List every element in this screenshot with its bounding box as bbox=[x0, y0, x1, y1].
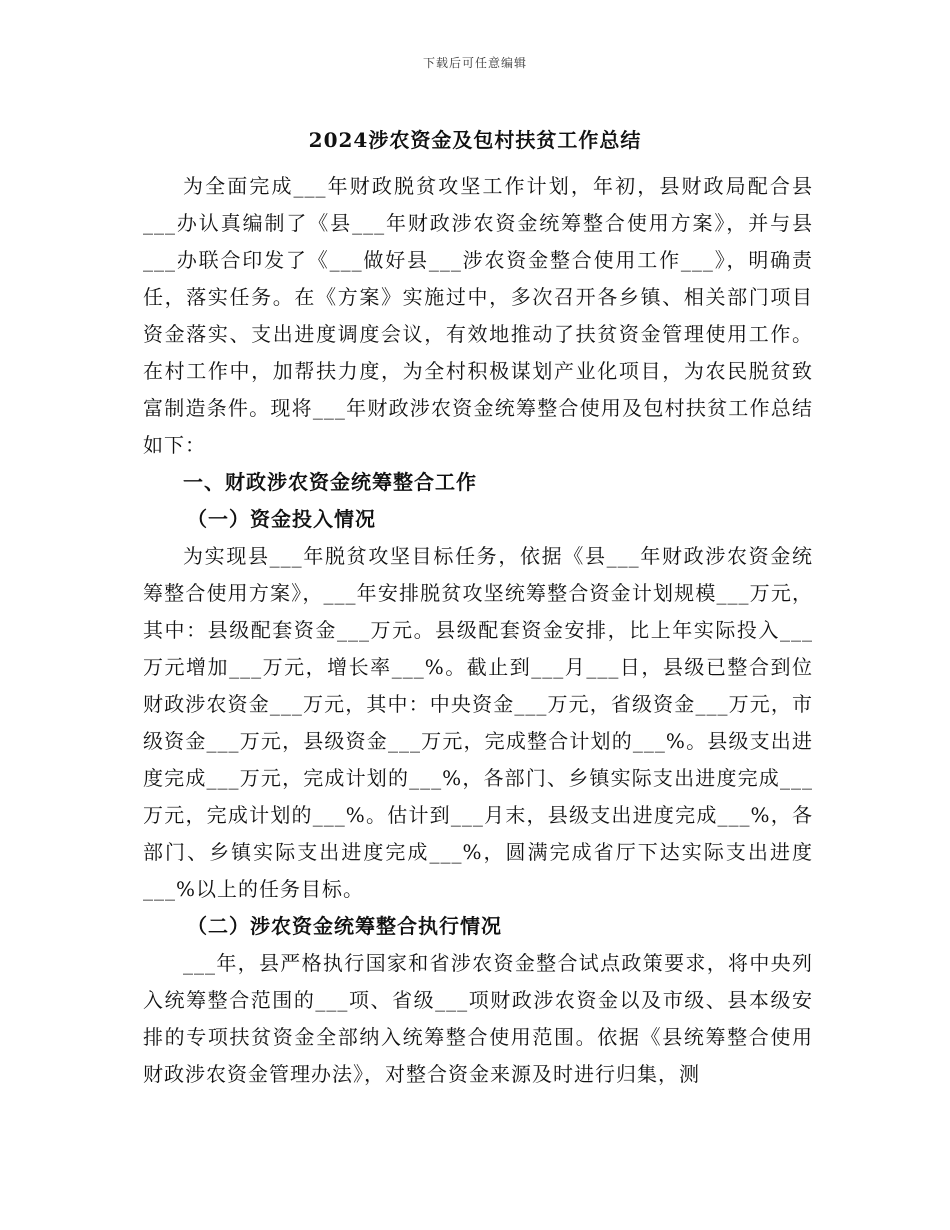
execution-paragraph: ___年，县严格执行国家和省涉农资金整合试点政策要求，将中央列入统筹整合范围的___项、省级___项财政涉农资金以及市级、县本级安排的专项扶贫资金全部纳入统筹整合使用范围。依据《县统筹整合使用财政涉农资金管理办法》，对整合资金来源及时进行归集，测 bbox=[143, 951, 813, 1086]
subsection-heading: （一）资金投入情况 bbox=[187, 507, 376, 531]
section-heading: 一、财政涉农资金统筹整合工作 bbox=[183, 470, 477, 494]
subsection-heading: （二）涉农资金统筹整合执行情况 bbox=[187, 914, 502, 938]
document-body bbox=[143, 168, 813, 1093]
funding-paragraph: 为实现县___年脱贫攻坚目标任务，依据《县___年财政涉农资金统筹整合使用方案》，___年安排脱贫攻坚统筹整合资金计划规模___万元，其中：县级配套资金___万元。县级配套资金安排，比上年实际投入___万元增加___万元，增长率___%。截止到___月___日，县级已整合到位财政涉农资金___万元，其中：中央资金___万元，省级资金___万元，市级资金___万元，县级资金___万元，完成整合计划的___%。县级支出进度完成___万元，完成计划的___%，各部门、乡镇实际支出进度完成___万元，完成计划的___%。估计到___月末，县级支出进度完成___%，各部门、乡镇实际支出进度完成___%，圆满完成省厅下达实际支出进度___%以上的任务目标。 bbox=[143, 544, 813, 901]
document-title: 2024涉农资金及包村扶贫工作总结 bbox=[308, 128, 642, 152]
intro-paragraph: 为全面完成___年财政脱贫攻坚工作计划，年初，县财政局配合县___办认真编制了《县___年财政涉农资金统筹整合使用方案》，并与县___办联合印发了《___做好县___涉农资金整合使用工作___》，明确责任，落实任务。在《方案》实施过中，多次召开各乡镇、相关部门项目资金落实、支出进度调度会议，有效地推动了扶贫资金管理使用工作。在村工作中，加帮扶力度，为全村积极谋划产业化项目，为农民脱贫致富制造条件。现将___年财政涉农资金统筹整合使用及包村扶贫工作总结如下： bbox=[143, 174, 813, 457]
header-note: 下载后可任意编辑 bbox=[422, 56, 527, 70]
